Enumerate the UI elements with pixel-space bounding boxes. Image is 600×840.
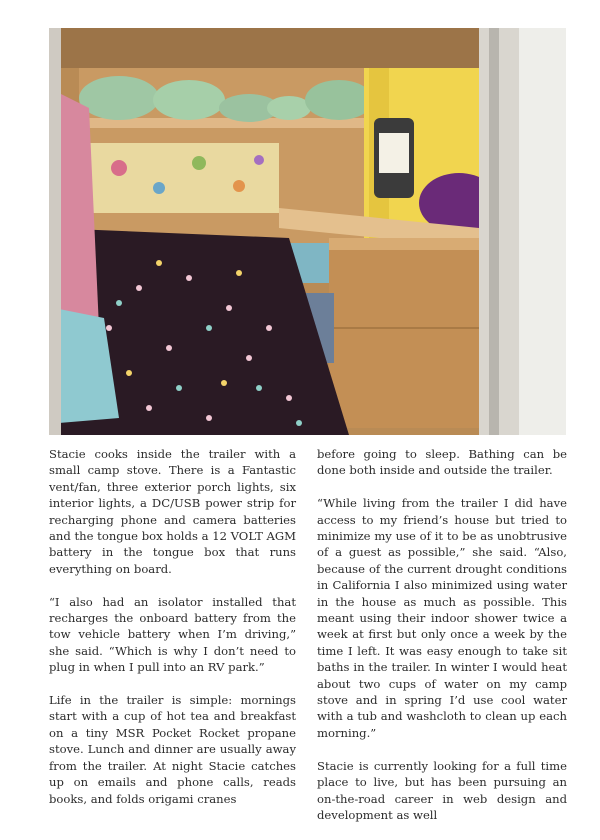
paragraph: Stacie cooks inside the trailer with a small camp stove. There is a Fantastic vent/fan, three exterior porch lights, six interior lights, a DC/USB power strip for recharging phone and camera batteries and the tongue box holds a 12 VOLT AGM battery in the tongue box that runs everything on board. <box>49 447 296 576</box>
paragraph: Stacie is currently looking for a full time place to live, but has been pursuing an on-the-road career in web design and development as well <box>317 758 567 822</box>
paragraph: “While living from the trailer I did have access to my friend’s house but tried to minimize my use of it to be as unobtrusive of a guest as possible,” she said. “Also, because of the current drought conditions in California I also minimized using water in the house as much as possible. This meant using their indoor shower twice a week at first but only once a week by the time I left. It was easy enough to take sit baths in the trailer. In winter I would heat about two cups of water on my camp stove and in spring I’d use cool water with a tub and washcloth to clean up each morning.” <box>317 496 567 740</box>
article-right-column <box>317 446 567 840</box>
paragraph: before going to sleep. Bathing can be done both inside and outside the trailer. <box>317 447 567 478</box>
article-left-column <box>49 446 296 823</box>
photo-illustration <box>49 28 566 435</box>
trailer-interior-photo <box>49 28 566 435</box>
paragraph: “I also had an isolator installed that recharges the onboard battery from the tow vehicle battery when I’m driving,” she said. “Which is why I don’t need to plug in when I pull into an RV park.” <box>49 594 296 675</box>
paragraph: Life in the trailer is simple: mornings start with a cup of hot tea and breakfast on a tiny MSR Pocket Rocket propane stove. Lunch and dinner are usually away from the trailer. At night Stacie catches up on emails and phone calls, reads books, and folds origami cranes <box>49 693 296 806</box>
